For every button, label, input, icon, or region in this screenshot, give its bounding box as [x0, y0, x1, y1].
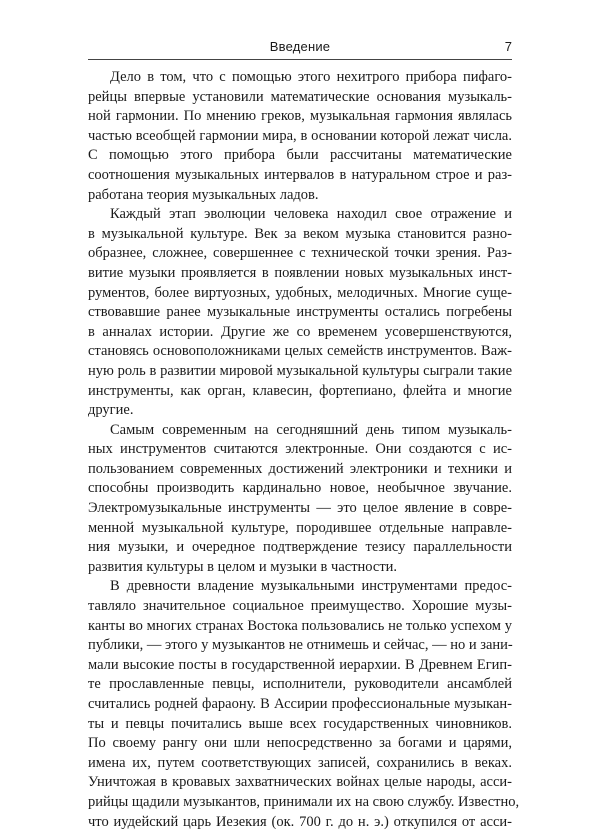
text-line: менной музыкальной культуре, породившее отдельные направле-: [88, 519, 512, 536]
text-line: ной гармонии. По мнению греков, музыкальная гармония являлась: [88, 108, 512, 125]
text-line: частью всеобщей гармонии мира, в основании которой лежат числа.: [88, 127, 512, 144]
text-line: соотношения музыкальных интервалов в натуральном строе и раз-: [88, 166, 512, 183]
text-line: рументов, более виртуозных, удобных, мелодичных. Многие суще-: [88, 284, 512, 301]
header-rule: [88, 59, 512, 60]
text-line: витие музыки проявляется в появлении новых музыкальных инст-: [88, 264, 512, 281]
text-line: ствовавшие ранее музыкальные инструменты остались погребены: [88, 304, 512, 321]
text-line: образнее, сложнее, совершеннее с технической точки зрения. Раз-: [88, 245, 512, 262]
body-text: [88, 68, 520, 832]
paragraph-4: [88, 577, 520, 832]
running-head: [88, 38, 512, 60]
text-line: публики, — этого у музыкантов не отнимешь и сейчас, — но и зани-: [88, 637, 513, 654]
text-line: По своему рангу они шли непосредственно за богами и царями,: [88, 735, 512, 752]
text-line: Самым современным на сегодняшний день типом музыкаль-: [110, 421, 512, 438]
text-line: способны производить кардинально новое, необычное звучание.: [88, 480, 512, 497]
section-title: Введение: [269, 39, 331, 54]
text-line: ты и певцы почитались выше всех государственных чиновников.: [88, 715, 512, 732]
text-line: канты во многих странах Востока пользовались не только успехом у: [88, 617, 512, 634]
text-line: те прославленные певцы, исполнители, руководители ансамблей: [88, 676, 512, 693]
text-line: становясь основоположниками целых семейств инструментов. Важ-: [88, 343, 512, 360]
text-line: Уничтожая в кровавых захватнических войнах целые народы, асси-: [88, 774, 512, 791]
text-line: пользованием современных достижений электроники и техники и: [88, 460, 512, 477]
text-line: инструменты, как орган, клавесин, фортепиано, флейта и многие: [88, 382, 512, 399]
text-line: рейцы впервые установили математические основания музыкаль-: [88, 88, 512, 105]
text-line: Электромузыкальные инструменты — это целое явление в совре-: [88, 500, 512, 517]
text-line: считались родней фараону. В Ассирии профессиональные музыкан-: [88, 696, 512, 712]
text-line: в анналах истории. Другие же со временем усовершенствуются,: [88, 323, 512, 340]
text-line: работана теория музыкальных ладов.: [88, 186, 319, 203]
text-line: имена их, путем соответствующих записей, сохранились в веках.: [88, 754, 512, 771]
text-line: В древности владение музыкальными инструментами предос-: [110, 578, 512, 595]
text-line: Каждый этап эволюции человека находил свое отражение и: [110, 206, 512, 223]
paragraph-3: [88, 421, 512, 578]
text-line: что иудейский царь Иезекия (ок. 700 г. до н. э.) откупился от асси-: [88, 813, 512, 830]
paragraph-2: [88, 205, 512, 421]
text-line: Дело в том, что с помощью этого нехитрого прибора пифаго-: [110, 69, 512, 85]
text-line: рийцы щадили музыкантов, принимали их на свою службу. Известно,: [88, 793, 520, 810]
text-line: мали высокие посты в государственной иерархии. В Древнем Егип-: [88, 656, 512, 673]
text-line: ную роль в развитии мировой музыкальной культуры сыграли такие: [88, 362, 512, 379]
text-line: ных инструментов считаются электронные. Они создаются с ис-: [88, 441, 512, 458]
text-line: тавляло значительное социальное преимущество. Хорошие музы-: [88, 598, 512, 615]
text-line: развития культуры в целом и музыки в частности.: [88, 558, 398, 575]
text-line: в музыкальной культуре. Век за веком музыка становится разно-: [88, 225, 512, 242]
text-line: другие.: [88, 402, 134, 419]
text-line: ния музыки, и очередное подтверждение тезису параллельности: [88, 539, 512, 556]
text-line: С помощью этого прибора были рассчитаны математические: [88, 147, 512, 164]
paragraph-1: [88, 68, 512, 205]
page-number: 7: [504, 39, 512, 54]
